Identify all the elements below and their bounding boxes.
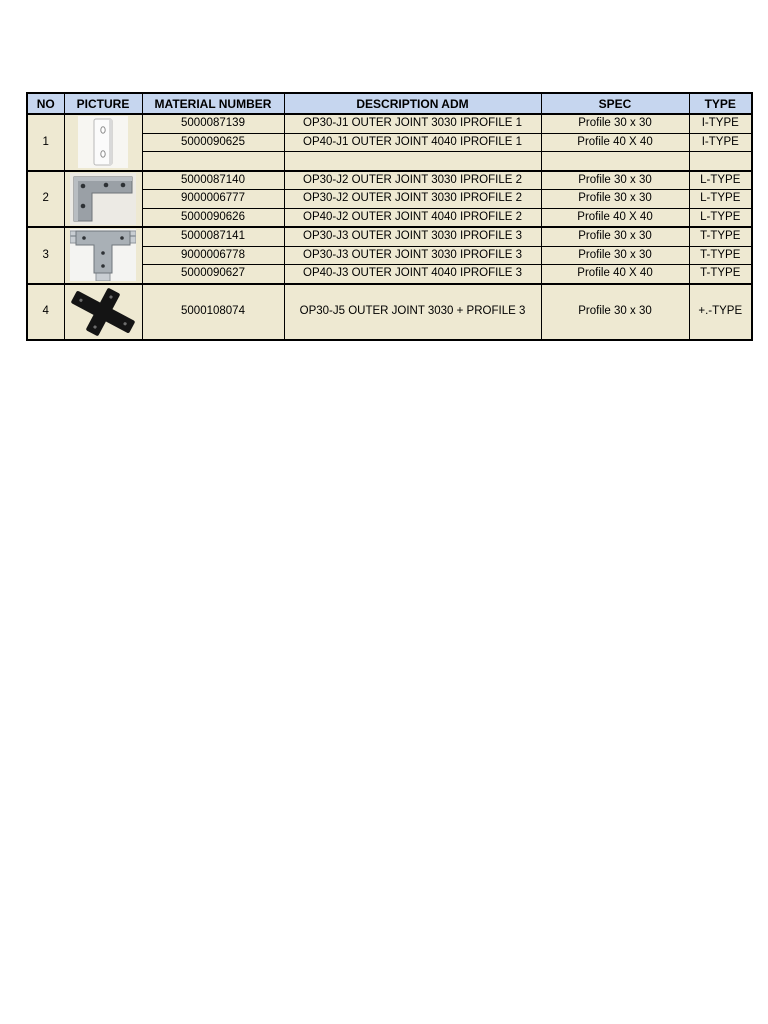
material-number: 5000090627 [142, 265, 284, 284]
header-picture: PICTURE [64, 93, 142, 114]
description: OP30-J2 OUTER JOINT 3030 IPROFILE 2 [284, 171, 541, 190]
l-type-joint-plate-icon [70, 173, 136, 225]
parts-sheet [26, 92, 753, 341]
picture-cell [64, 227, 142, 284]
header-type: TYPE [689, 93, 752, 114]
row-number: 3 [27, 227, 64, 284]
joint-parts-table [26, 92, 753, 341]
type: T-TYPE [689, 246, 752, 265]
table-row [27, 227, 752, 246]
description: OP40-J3 OUTER JOINT 4040 IPROFILE 3 [284, 265, 541, 284]
material-number: 5000087141 [142, 227, 284, 246]
spec: Profile 40 X 40 [541, 133, 689, 152]
spec: Profile 40 X 40 [541, 208, 689, 227]
type [689, 152, 752, 171]
table-row [27, 171, 752, 190]
material-number: 5000087140 [142, 171, 284, 190]
spec: Profile 30 x 30 [541, 190, 689, 209]
type: L-TYPE [689, 208, 752, 227]
type: I-TYPE [689, 133, 752, 152]
material-number: 5000087139 [142, 114, 284, 133]
spec: Profile 30 x 30 [541, 171, 689, 190]
header-no: NO [27, 93, 64, 114]
description: OP30-J3 OUTER JOINT 3030 IPROFILE 3 [284, 227, 541, 246]
material-number: 5000090626 [142, 208, 284, 227]
description: OP30-J3 OUTER JOINT 3030 IPROFILE 3 [284, 246, 541, 265]
spec: Profile 30 x 30 [541, 114, 689, 133]
type: L-TYPE [689, 171, 752, 190]
t-type-joint-plate-icon [70, 229, 136, 281]
row-number: 4 [27, 284, 64, 340]
description: OP30-J1 OUTER JOINT 3030 IPROFILE 1 [284, 114, 541, 133]
description: OP30-J2 OUTER JOINT 3030 IPROFILE 2 [284, 190, 541, 209]
spec: Profile 30 x 30 [541, 227, 689, 246]
picture-cell [64, 284, 142, 340]
header-spec: SPEC [541, 93, 689, 114]
description [284, 152, 541, 171]
table-row [27, 114, 752, 133]
header-material-number: MATERIAL NUMBER [142, 93, 284, 114]
spec: Profile 30 x 30 [541, 246, 689, 265]
description: OP30-J5 OUTER JOINT 3030 + PROFILE 3 [284, 284, 541, 340]
cross-type-joint-plate-icon [67, 286, 139, 338]
material-number: 9000006778 [142, 246, 284, 265]
type: T-TYPE [689, 227, 752, 246]
i-type-joint-plate-icon [78, 116, 128, 168]
header-description: DESCRIPTION ADM [284, 93, 541, 114]
material-number: 5000090625 [142, 133, 284, 152]
table-row [27, 284, 752, 340]
type: L-TYPE [689, 190, 752, 209]
material-number: 9000006777 [142, 190, 284, 209]
spec [541, 152, 689, 171]
picture-cell [64, 114, 142, 171]
type: +.-TYPE [689, 284, 752, 340]
material-number [142, 152, 284, 171]
description: OP40-J2 OUTER JOINT 4040 IPROFILE 2 [284, 208, 541, 227]
spec: Profile 30 x 30 [541, 284, 689, 340]
description: OP40-J1 OUTER JOINT 4040 IPROFILE 1 [284, 133, 541, 152]
type: I-TYPE [689, 114, 752, 133]
row-number: 2 [27, 171, 64, 228]
row-number: 1 [27, 114, 64, 171]
spec: Profile 40 X 40 [541, 265, 689, 284]
type: T-TYPE [689, 265, 752, 284]
header-row [27, 93, 752, 114]
material-number: 5000108074 [142, 284, 284, 340]
picture-cell [64, 171, 142, 228]
